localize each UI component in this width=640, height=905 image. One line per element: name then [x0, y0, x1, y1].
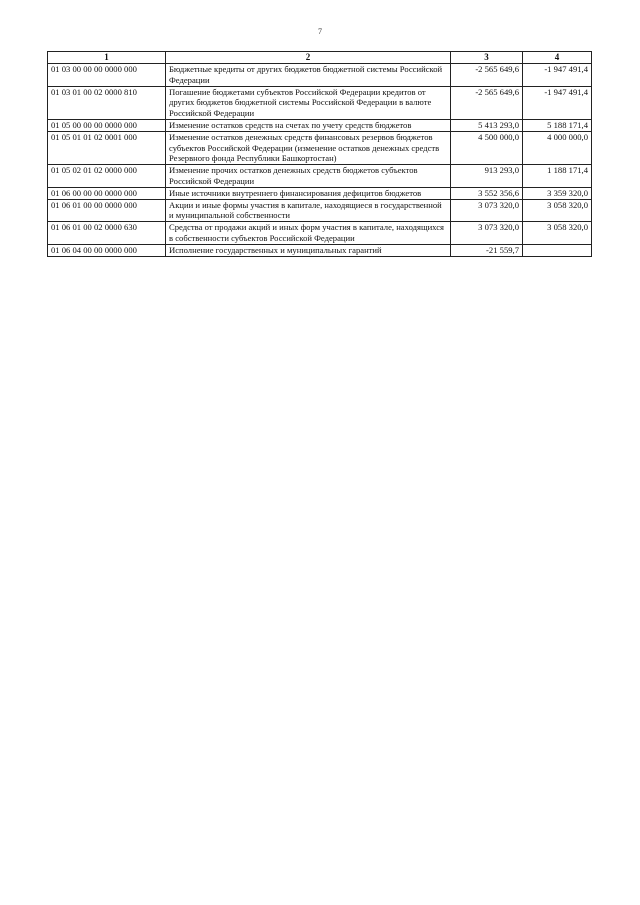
- table-row: [48, 86, 592, 119]
- amount-col4-cell: 1 188 171,4: [523, 165, 592, 188]
- table-row: [48, 222, 592, 245]
- amount-col3-cell: -2 565 649,6: [451, 86, 523, 119]
- column-header-2: 2: [166, 52, 451, 64]
- amount-col3-cell: 4 500 000,0: [451, 131, 523, 164]
- description-cell: Изменение остатков денежных средств финансовых резервов бюджетов субъектов Российской Федерации (изменение остатков денежных средств Резервного фонда Республики Башкортостан): [166, 131, 451, 164]
- budget-code-cell: 01 03 01 00 02 0000 810: [48, 86, 166, 119]
- table-header-row: [48, 52, 592, 64]
- table-row: [48, 187, 592, 199]
- budget-code-cell: 01 06 00 00 00 0000 000: [48, 187, 166, 199]
- amount-col4-cell: 4 000 000,0: [523, 131, 592, 164]
- table-row: [48, 131, 592, 164]
- description-cell: Иные источники внутреннего финансирования дефицитов бюджетов: [166, 187, 451, 199]
- budget-code-cell: 01 06 04 00 00 0000 000: [48, 244, 166, 256]
- column-header-4: 4: [523, 52, 592, 64]
- table-row: [48, 119, 592, 131]
- description-cell: Погашение бюджетами субъектов Российской Федерации кредитов от других бюджетов бюджетной системы Российской Федерации в валюте Российской Федерации: [166, 86, 451, 119]
- column-header-3: 3: [451, 52, 523, 64]
- description-cell: Бюджетные кредиты от других бюджетов бюджетной системы Российской Федерации: [166, 64, 451, 87]
- description-cell: Изменение прочих остатков денежных средств бюджетов субъектов Российской Федерации: [166, 165, 451, 188]
- amount-col3-cell: 3 073 320,0: [451, 199, 523, 222]
- amount-col4-cell: [523, 244, 592, 256]
- amount-col4-cell: 5 188 171,4: [523, 119, 592, 131]
- budget-code-cell: 01 05 02 01 02 0000 000: [48, 165, 166, 188]
- amount-col3-cell: -21 559,7: [451, 244, 523, 256]
- table-row: [48, 244, 592, 256]
- table-row: [48, 199, 592, 222]
- amount-col4-cell: 3 058 320,0: [523, 199, 592, 222]
- description-cell: Исполнение государственных и муниципальных гарантий: [166, 244, 451, 256]
- page-number: 7: [318, 27, 322, 36]
- amount-col3-cell: 3 552 356,6: [451, 187, 523, 199]
- amount-col4-cell: 3 058 320,0: [523, 222, 592, 245]
- budget-code-cell: 01 05 00 00 00 0000 000: [48, 119, 166, 131]
- description-cell: Акции и иные формы участия в капитале, находящиеся в государственной и муниципальной собственности: [166, 199, 451, 222]
- amount-col3-cell: 913 293,0: [451, 165, 523, 188]
- amount-col4-cell: -1 947 491,4: [523, 64, 592, 87]
- table-row: [48, 64, 592, 87]
- column-header-1: 1: [48, 52, 166, 64]
- budget-code-cell: 01 06 01 00 00 0000 000: [48, 199, 166, 222]
- description-cell: Средства от продажи акций и иных форм участия в капитале, находящихся в собственности субъектов Российской Федерации: [166, 222, 451, 245]
- budget-code-cell: 01 05 01 01 02 0001 000: [48, 131, 166, 164]
- amount-col3-cell: 5 413 293,0: [451, 119, 523, 131]
- table-row: [48, 165, 592, 188]
- amount-col3-cell: 3 073 320,0: [451, 222, 523, 245]
- budget-code-cell: 01 03 00 00 00 0000 000: [48, 64, 166, 87]
- amount-col4-cell: -1 947 491,4: [523, 86, 592, 119]
- amount-col4-cell: 3 359 320,0: [523, 187, 592, 199]
- budget-sources-table: [47, 51, 592, 257]
- budget-code-cell: 01 06 01 00 02 0000 630: [48, 222, 166, 245]
- description-cell: Изменение остатков средств на счетах по учету средств бюджетов: [166, 119, 451, 131]
- amount-col3-cell: -2 565 649,6: [451, 64, 523, 87]
